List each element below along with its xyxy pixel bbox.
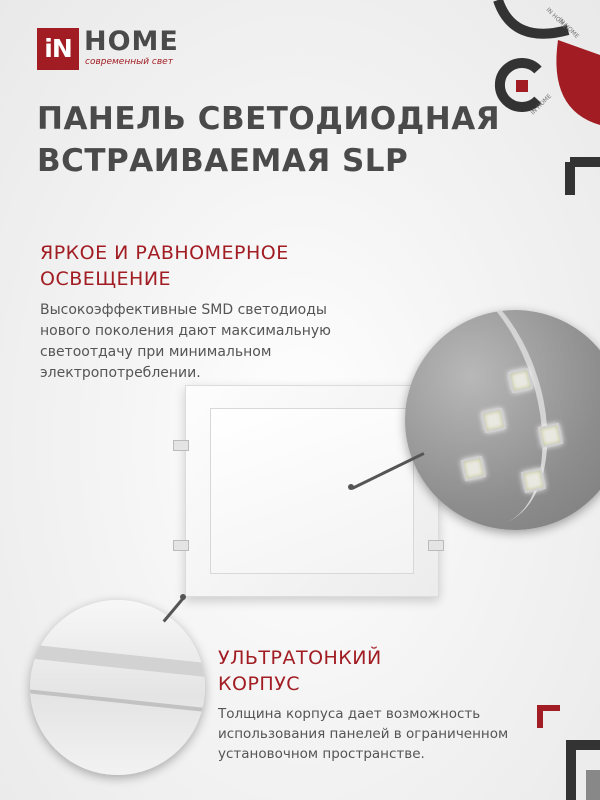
thin-body-closeup-circle [30, 600, 205, 775]
feature-1-text-line: светоотдачу при минимальном [40, 344, 272, 360]
feature-2-heading-line-2: КОРПУС [218, 673, 301, 695]
led-closeup-circle [405, 310, 600, 530]
page-title [37, 98, 537, 182]
mounting-clip [173, 440, 189, 451]
logo-home-text: HOME [84, 26, 179, 57]
red-corner-shape [550, 718, 564, 732]
feature-2-text-line: использования панелей в ограниченном [218, 726, 509, 742]
led-panel-diffuser [210, 408, 414, 574]
bottom-right-decoration [530, 690, 600, 800]
led-chip-icon [461, 456, 486, 481]
red-arc-shape [556, 40, 600, 125]
logo-in-text: iN [44, 34, 72, 63]
corner-bracket-icon [540, 708, 560, 728]
dark-bar-shape-vertical [566, 740, 576, 800]
feature-2-text-line: установочном пространстве. [218, 746, 425, 762]
corner-bracket-icon [570, 162, 600, 195]
led-chip-icon [508, 368, 533, 393]
feature-2-text [218, 704, 508, 764]
title-line-2: ВСТРАИВАЕМАЯ SLP [37, 143, 409, 179]
closeup-frame-line [30, 689, 205, 716]
connector-dot-1 [348, 484, 354, 490]
feature-2-heading-line-1: УЛЬТРАТОНКИЙ [218, 647, 382, 669]
title-line-1: ПАНЕЛЬ СВЕТОДИОДНАЯ [37, 101, 501, 137]
feature-1-text-line: Высокоэффективные SMD светодиоды [40, 302, 327, 318]
decor-small-label: IN HOME [529, 92, 554, 117]
feature-2-heading [218, 645, 382, 697]
logo-tagline: современный свет [85, 57, 173, 67]
led-panel-image [185, 385, 439, 597]
connector-line-2 [163, 598, 185, 623]
grey-bar-shape [586, 770, 600, 800]
closeup-frame-band [30, 644, 205, 681]
feature-1-heading-line-2: ОСВЕЩЕНИЕ [40, 268, 172, 290]
decor-small-label-2: IN HOME [556, 16, 581, 41]
feature-1-text-line: нового поколения дают максимальную [40, 323, 331, 339]
feature-2-text-line: Толщина корпуса дает возможность [218, 706, 481, 722]
mounting-clip [173, 540, 189, 551]
red-square-shape [516, 80, 528, 92]
led-chip-icon [538, 423, 563, 448]
led-chip-icon [521, 468, 546, 493]
feature-1-heading [40, 240, 289, 292]
feature-1-heading-line-1: ЯРКОЕ И РАВНОМЕРНОЕ [40, 242, 289, 264]
feature-1-text [40, 300, 331, 384]
mounting-clip [428, 540, 444, 551]
connector-dot-2 [180, 594, 186, 600]
decor-small-label-3: IN HOME [544, 6, 569, 31]
feature-1-text-line: электропотреблении. [40, 365, 201, 381]
led-chip-icon [481, 408, 506, 433]
